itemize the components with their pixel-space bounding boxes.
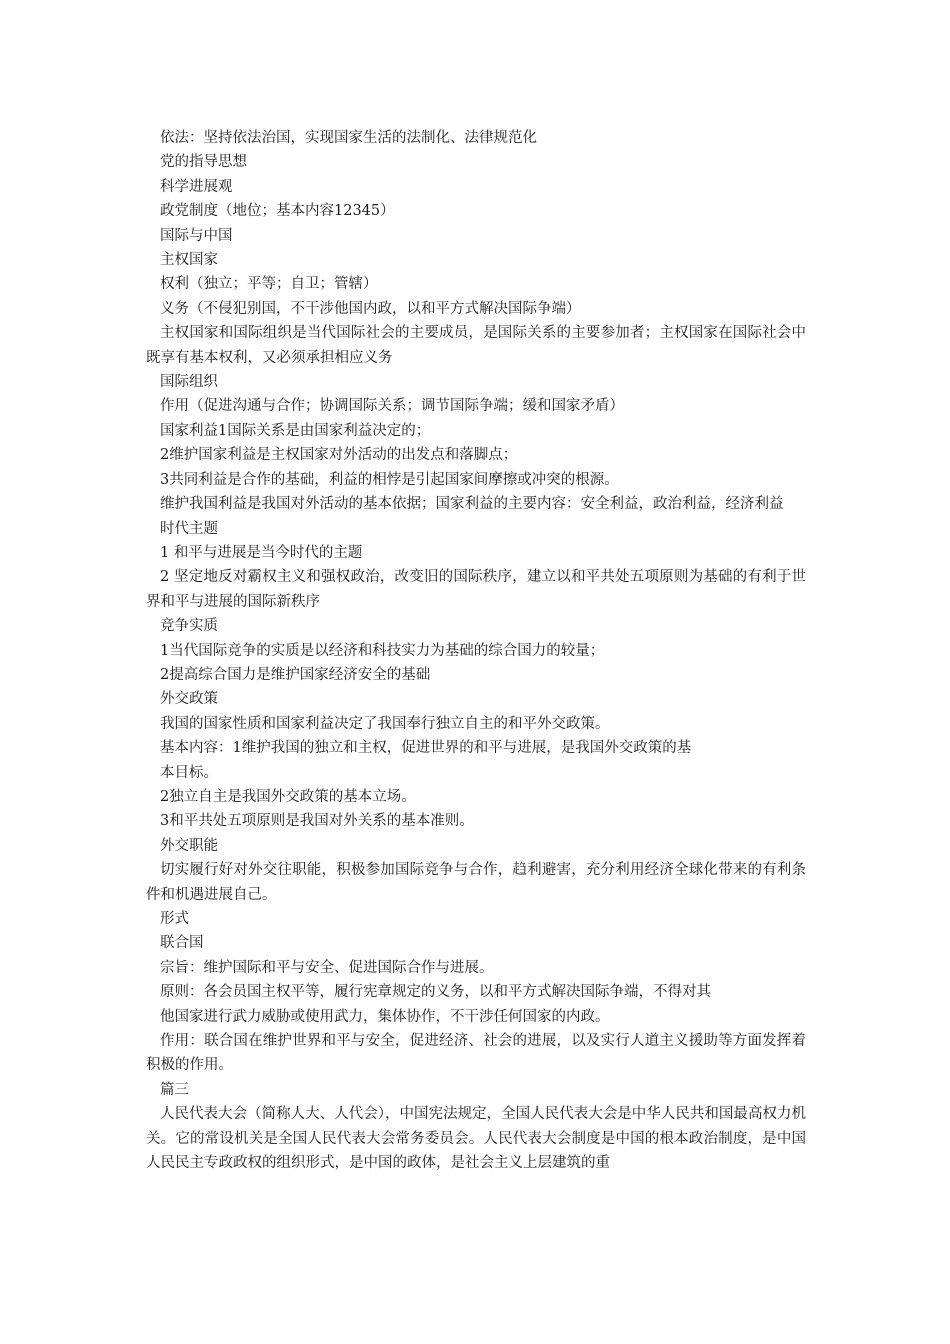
document-body [146, 126, 806, 1175]
section-heading: 时代主题 [160, 520, 218, 537]
paragraph: 本目标。 [160, 764, 218, 781]
paragraph: 他国家进行武力威胁或使用武力，集体协作，不干涉任何国家的内政。 [160, 1008, 610, 1025]
section-heading: 竞争实质 [160, 618, 218, 635]
paragraph: 2维护国家利益是主权国家对外活动的出发点和落脚点； [160, 447, 518, 464]
section-heading: 联合国 [160, 935, 204, 952]
section-heading: 篇三 [160, 1081, 189, 1098]
paragraph: 国家利益1国际关系是由国家利益决定的； [160, 422, 431, 439]
paragraph: 基本内容：1维护我国的独立和主权，促进世界的和平与进展，是我国外交政策的基 [160, 740, 692, 757]
paragraph: 宗旨：维护国际和平与安全、促进国际合作与进展。 [160, 959, 494, 976]
paragraph: 依法：坚持依法治国，实现国家生活的法制化、法律规范化 [160, 130, 537, 146]
paragraph: 维护我国利益是我国对外活动的基本依据；国家利益的主要内容：安全利益，政治利益，经济利益 [160, 496, 784, 513]
paragraph: 3共同利益是合作的基础，利益的相悖是引起国家间摩擦或冲突的根源。 [160, 471, 619, 488]
section-heading: 形式 [160, 911, 189, 927]
paragraph: 作用（促进沟通与合作；协调国际关系；调节国际争端；缓和国家矛盾） [160, 398, 624, 415]
paragraph: 义务（不侵犯别国，不干涉他国内政，以和平方式解决国际争端） [160, 300, 581, 317]
paragraph: 2 坚定地反对霸权主义和强权政治，改变旧的国际秩序，建立以和平共处五项原则为基础的有利于世界和平与进展的国际新秩序 [146, 569, 806, 610]
paragraph: 政党制度（地位；基本内容12345） [160, 203, 395, 220]
paragraph: 原则：各会员国主权平等，履行宪章规定的义务，以和平方式解决国际争端，不得对其 [160, 984, 711, 1001]
paragraph: 切实履行好对外交往职能，积极参加国际竞争与合作，趋利避害，充分利用经济全球化带来的有利条件和机遇进展自己。 [146, 862, 806, 903]
paragraph: 2提高综合国力是维护国家经济安全的基础 [160, 666, 431, 683]
paragraph: 人民代表大会（简称人大、人代会），中国宪法规定，全国人民代表大会是中华人民共和国最高权力机关。它的常设机关是全国人民代表大会常务委员会。人民代表大会制度是中国的根本政治制度，是中国人民民主专政政权的组织形式，是中国的政体，是社会主义上层建筑的重 [146, 1106, 806, 1172]
section-heading: 外交政策 [160, 691, 218, 708]
section-heading: 国际与中国 [160, 227, 233, 244]
section-heading: 党的指导思想 [160, 154, 247, 171]
paragraph: 3和平共处五项原则是我国对外关系的基本准则。 [160, 813, 474, 830]
paragraph: 作用：联合国在维护世界和平与安全，促进经济、社会的进展，以及实行人道主义援助等方面发挥着积极的作用。 [146, 1033, 806, 1074]
section-heading: 国际组织 [160, 374, 218, 391]
paragraph: 1 和平与进展是当今时代的主题 [160, 544, 363, 561]
paragraph: 主权国家和国际组织是当代国际社会的主要成员，是国际关系的主要参加者；主权国家在国际社会中既享有基本权利，又必须承担相应义务 [146, 325, 806, 366]
section-heading: 主权国家 [160, 252, 218, 269]
section-heading: 外交职能 [160, 837, 218, 854]
paragraph: 2独立自主是我国外交政策的基本立场。 [160, 788, 416, 805]
section-heading: 科学进展观 [160, 178, 233, 195]
paragraph: 1当代国际竞争的实质是以经济和科技实力为基础的综合国力的较量； [160, 642, 605, 659]
paragraph: 权利（独立；平等；自卫；管辖） [160, 276, 378, 293]
paragraph: 我国的国家性质和国家利益决定了我国奉行独立自主的和平外交政策。 [160, 715, 610, 732]
